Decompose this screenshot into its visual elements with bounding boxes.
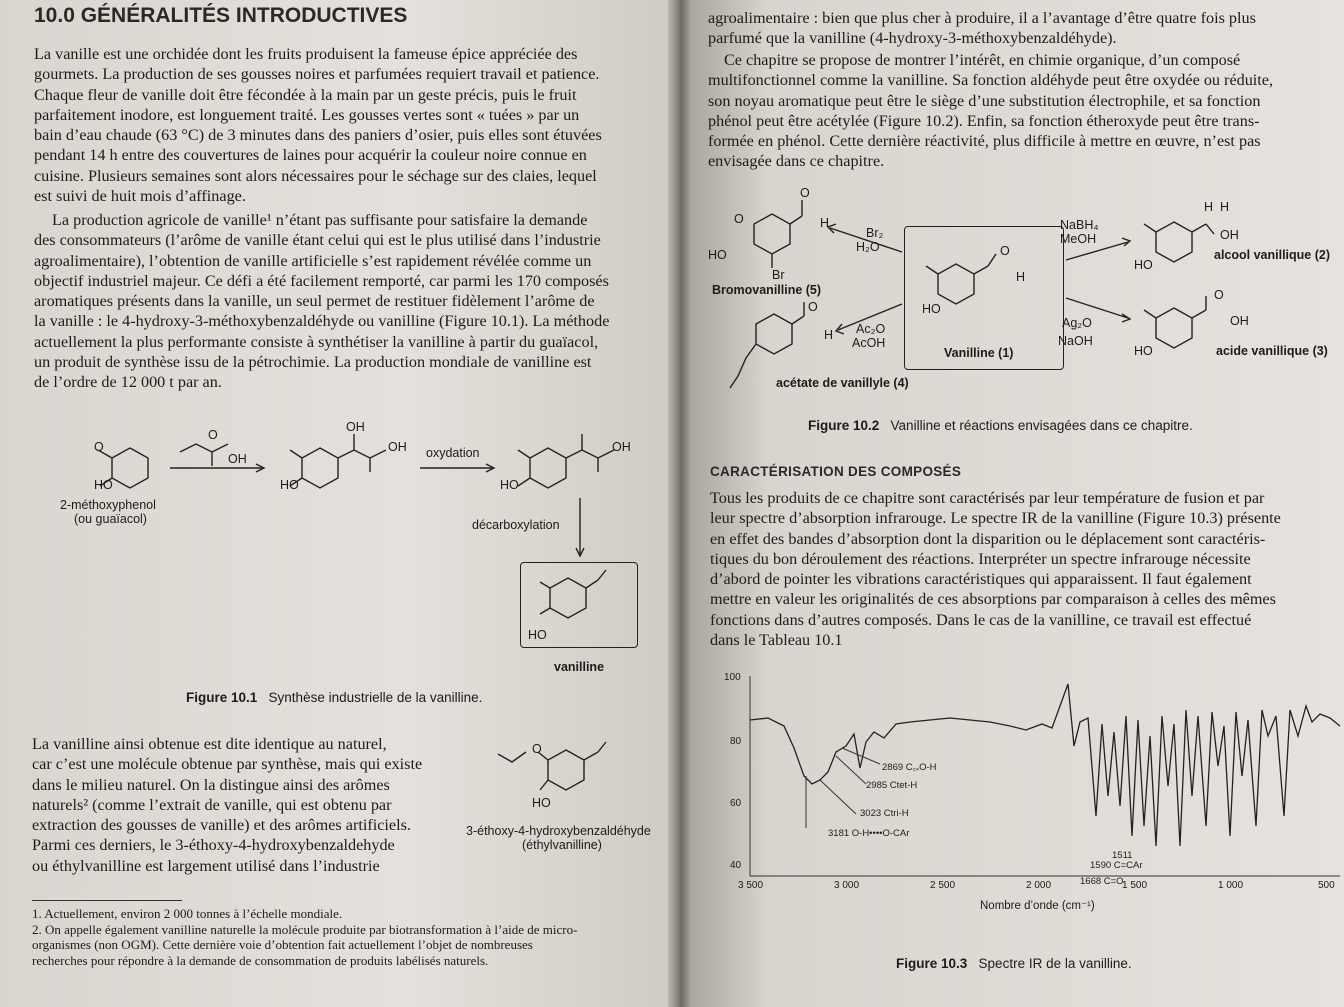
caption-number: Figure 10.1 — [186, 690, 258, 705]
chem-label: HO — [708, 248, 727, 262]
meoh-label: MeOH — [1060, 232, 1097, 246]
acoh-label: AcOH — [852, 336, 886, 350]
text-line: parfaitement inodore, est longuement traité. Les gousses vertes sont « tuées » par un — [34, 105, 580, 124]
chem-label: OH — [228, 452, 247, 466]
chem-label: HO — [280, 478, 299, 492]
guaiacol-label-2: (ou guaïacol) — [74, 512, 147, 526]
text-line: Chaque fleur de vanille doit être fécondée à la main par un geste précis, puis le fruit — [34, 85, 577, 104]
text-line: son noyau aromatique peut être le siège d’une substitution électrophile, et sa fonction — [708, 91, 1261, 110]
chem-label: H — [820, 216, 830, 230]
chem-label: OH — [1230, 314, 1249, 328]
paragraph-production — [34, 210, 664, 393]
text-line: La vanille est une orchidée dont les fruits produisent la fameuse épice appréciée des — [34, 45, 578, 63]
x-tick: 1 500 — [1122, 880, 1148, 891]
paragraph-identique — [32, 734, 452, 876]
caption-text: Vanilline et réactions envisagées dans ce chapitre. — [890, 418, 1193, 433]
right-page — [690, 0, 1344, 1007]
text-line: Tous les produits de ce chapitre sont caractérisés par leur température de fusion et par — [710, 489, 1265, 507]
text-line: agroalimentaire : bien que plus cher à produire, il a l’avantage d’être quatre fois plus — [708, 9, 1256, 27]
chem-label: O — [94, 440, 104, 454]
footnote: 2. On appelle également vanilline naturelle la molécule produite par biotransformation à l’aide de micro- — [32, 921, 578, 937]
text-line: pendant 14 h entre des couvertures de laines pour acquérir la couleur noire connue en — [34, 146, 587, 165]
alcool-label: alcool vanillique (2) — [1214, 248, 1330, 262]
x-tick: 2 000 — [1026, 880, 1052, 891]
chem-label: OH — [388, 440, 407, 454]
x-axis-label: Nombre d’onde (cm⁻¹) — [980, 900, 1095, 912]
text-line: des consommateurs (l’arôme de vanille étant celui qui est le plus utilisé dans l’industrie — [34, 231, 601, 250]
peak-annotation: 3181 O-H••••O-CAr — [828, 828, 910, 839]
text-line: est suivi de huit mois d’affinage. — [34, 187, 246, 206]
text-line: en effet des bandes d’absorption dont la disparition ou le déplacement sont caractéris- — [710, 529, 1266, 548]
chem-label: H — [1016, 270, 1026, 284]
text-line: objectif industriel majeur. Ce défi a été facilement remporté, car parmi les 170 composés — [34, 271, 609, 290]
peak-annotation: 1590 C=CAr — [1090, 860, 1143, 871]
bromo-label: Bromovanilline (5) — [712, 283, 822, 297]
ir-spectrum-line — [750, 684, 1340, 846]
y-tick: 60 — [730, 798, 742, 809]
text-line: naturels² (comme l’extrait de vanille, qui est obtenu par — [32, 795, 392, 814]
text-line: la vanille : le 4-hydroxy-3-méthoxybenzaldéhyde ou vanilline (Figure 10.1). La méthode — [34, 312, 610, 331]
vanilline-label: vanilline — [554, 660, 605, 674]
footnote: recherches pour répondre à la demande de consommation de produits labélisés naturels. — [32, 952, 489, 968]
chem-label: O — [808, 300, 818, 314]
chem-label: O — [734, 212, 744, 226]
x-tick: 500 — [1318, 880, 1335, 891]
text-line: car c’est une molécule obtenue par synthèse, mais qui existe — [32, 755, 423, 774]
chem-label: HO — [532, 796, 551, 810]
text-line: extraction des gousses de vanille) et des arômes artificiels. — [32, 816, 411, 835]
text-line: dans le Tableau 10.1 — [710, 631, 843, 650]
text-line: multifonctionnel comme la vanilline. Sa fonction aldéhyde peut être oxydée ou réduite, — [708, 71, 1274, 90]
text-line: leur spectre d’absorption infrarouge. Le spectre IR de la vanilline (Figure 10.3) présente — [710, 509, 1281, 528]
guaiacol-label: 2-méthoxyphenol — [60, 498, 156, 512]
x-tick: 1 000 — [1218, 880, 1244, 891]
chem-label: OH — [346, 420, 365, 434]
chem-label: HO — [1134, 344, 1153, 358]
decarboxylation-label: décarboxylation — [472, 518, 560, 532]
section-title: CARACTÉRISATION DES COMPOSÉS — [710, 464, 962, 479]
peak-annotation: 2869 C꜀₌O-H — [882, 762, 937, 773]
paragraph-continued — [708, 8, 1338, 49]
figure-10-2-caption — [808, 418, 1193, 433]
text-line: agroalimentaire), l’obtention de vanille artificielle s’est rapidement révélée comme un — [34, 251, 592, 270]
caption-text: Spectre IR de la vanilline. — [978, 956, 1132, 971]
paragraph-intro — [34, 44, 664, 206]
text-line: un produit de synthèse issu de la pétrochimie. La production mondiale de vanilline est — [34, 353, 592, 372]
vanilline-1-label: Vanilline (1) — [944, 346, 1014, 360]
text-line: Ce chapitre se propose de montrer l’intérêt, en chimie organique, d’un composé — [724, 51, 1241, 69]
y-tick: 80 — [730, 736, 742, 747]
chem-label: O — [532, 742, 542, 756]
footnotes — [32, 906, 672, 968]
chem-label: HO — [94, 478, 113, 492]
x-tick: 2 500 — [930, 880, 956, 891]
footnote-rule — [32, 900, 182, 901]
chem-label: Br — [772, 268, 785, 282]
chem-label: HO — [922, 302, 941, 316]
chem-label: OH — [1220, 228, 1239, 242]
text-line: gourmets. La production de ses gousses noires et parfumées requiert travail et patience. — [34, 65, 600, 84]
text-line: d’abord de pointer les vibrations caractéristiques qui apparaissent. Il faut également — [710, 570, 1252, 589]
paragraph-caracterisation — [710, 488, 1338, 650]
peak-annotation: 1668 C=O — [1080, 876, 1124, 887]
footnote: organismes (non OGM). Cette dernière voie d’obtention fait actuellement l’objet de nombreuses — [32, 937, 533, 952]
y-tick: 40 — [730, 860, 742, 871]
caption-number: Figure 10.3 — [896, 956, 968, 971]
ac2o-label: Ac₂O — [856, 322, 886, 336]
chem-label: H H — [1204, 200, 1229, 214]
chem-label: O — [800, 186, 810, 200]
peak-annotation: 2985 Ctet-H — [866, 780, 918, 791]
br2-label: Br₂ — [866, 226, 884, 240]
text-line: actuellement la plus performante consiste à synthétiser la vanilline à partir du guaïacol, — [34, 332, 599, 351]
text-line: mettre en valeur les originalités de ces absorptions par comparaison à celles des mêmes — [710, 590, 1276, 609]
ir-spectrum-plot — [750, 676, 1344, 876]
text-line: formée en phénol. Cette dernière réactivité, plus difficile à mettre en œuvre, n’est pas — [708, 132, 1261, 151]
chem-label: H — [824, 328, 834, 342]
nabh4-label: NaBH₄ — [1060, 218, 1099, 232]
ethyl-name: 3-éthoxy-4-hydroxybenzaldéhyde — [466, 824, 651, 838]
peak-annotation: 1511 — [1112, 850, 1133, 861]
naoh-label: NaOH — [1058, 334, 1093, 348]
chem-label: HO — [1134, 258, 1153, 272]
chem-label: O — [1214, 288, 1224, 302]
text-line: aromatiques présents dans la vanille, un seul permet de restituer fidèlement l’arôme de — [34, 292, 595, 311]
chem-label: HO — [500, 478, 519, 492]
text-line: tiques du bon déroulement des réactions. Interpréter un spectre infrarouge nécessite — [710, 549, 1251, 568]
text-line: phénol peut être acétylée (Figure 10.2). Enfin, sa fonction étheroxyde peut être trans- — [708, 111, 1260, 130]
text-line: parfumé que la vanilline (4-hydroxy-3-méthoxybenzaldéhyde). — [708, 29, 1117, 48]
y-tick: 100 — [724, 672, 741, 683]
text-line: dans le milieu naturel. On la distingue ainsi des arômes — [32, 775, 390, 794]
chem-label: O — [208, 428, 218, 442]
text-line: ou éthylvanilline est largement utilisé dans l’industrie — [32, 856, 380, 875]
h2o-label: H₂O — [856, 240, 880, 254]
text-line: La vanilline ainsi obtenue est dite identique au naturel, — [32, 735, 387, 753]
text-line: de l’ordre de 12 000 t par an. — [34, 373, 222, 392]
chem-label: O — [1000, 244, 1010, 258]
paragraph-chapitre — [708, 50, 1338, 172]
chem-label: OH — [612, 440, 631, 454]
ethylvanilline-structure — [470, 720, 670, 820]
acide-label: acide vanillique (3) — [1216, 344, 1328, 358]
text-line: fonctions dans d’autres composés. Dans le cas de la vanilline, ce travail est effectué — [710, 610, 1252, 629]
oxydation-label: oxydation — [426, 446, 480, 460]
chem-label: HO — [528, 628, 547, 642]
text-line: Parmi ces derniers, le 3-éthoxy-4-hydroxybenzaldehyde — [32, 836, 395, 855]
text-line: La production agricole de vanille¹ n’étant pas suffisante pour satisfaire la demande — [52, 211, 588, 229]
caption-number: Figure 10.2 — [808, 418, 880, 433]
footnote: 1. Actuellement, environ 2 000 tonnes à l’échelle mondiale. — [32, 906, 343, 921]
x-tick: 3 500 — [738, 880, 764, 891]
acetate-label: acétate de vanillyle (4) — [776, 376, 909, 390]
chapter-heading: 10.0 GÉNÉRALITÉS INTRODUCTIVES — [34, 4, 408, 27]
figure-10-3-caption — [896, 956, 1132, 971]
text-line: cuisine. Plusieurs semaines sont alors nécessaires pour le séchage sur des claies, lequel — [34, 166, 597, 185]
ag2o-label: Ag₂O — [1062, 316, 1092, 330]
ethyl-name-2: (éthylvanilline) — [522, 838, 602, 852]
x-tick: 3 000 — [834, 880, 860, 891]
figure-10-1-caption — [186, 690, 482, 705]
text-line: bain d’eau chaude (63 °C) de 3 minutes dans des paniers d’osier, puis elles sont étuvées — [34, 126, 602, 145]
peak-annotation: 3023 Ctri-H — [860, 808, 909, 819]
text-line: envisagée dans ce chapitre. — [708, 152, 885, 171]
caption-text: Synthèse industrielle de la vanilline. — [268, 690, 483, 705]
